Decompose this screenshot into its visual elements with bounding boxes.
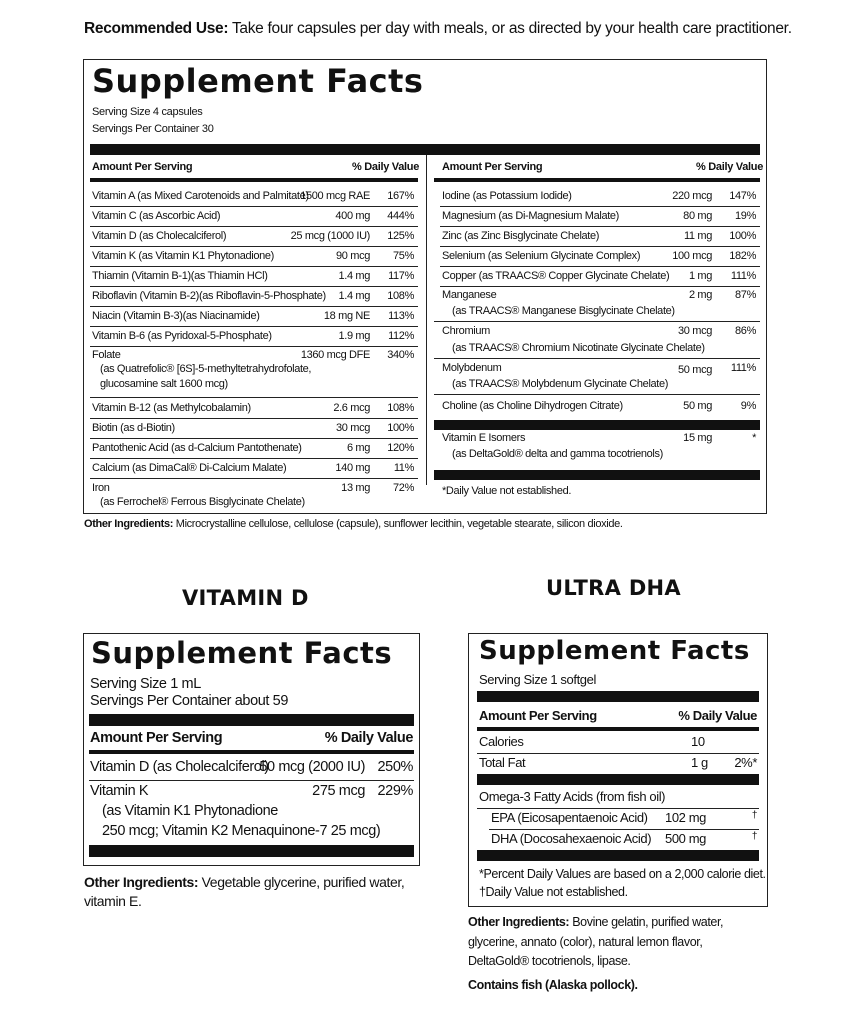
row-divider bbox=[89, 780, 414, 781]
row-divider bbox=[90, 266, 418, 267]
medium-rule bbox=[477, 727, 759, 731]
total-fat-dv: 2%* bbox=[734, 755, 757, 770]
nutrient-row bbox=[92, 230, 418, 242]
column-divider bbox=[426, 155, 427, 485]
nutrient-row-chromium bbox=[442, 325, 760, 337]
nutrient-dv: 111% bbox=[730, 362, 756, 374]
row-divider bbox=[440, 226, 760, 227]
row-divider bbox=[90, 306, 418, 307]
nutrient-row bbox=[92, 422, 418, 434]
row-divider bbox=[434, 321, 760, 322]
nutrient-sub: 250 mcg; Vitamin K2 Menaquinone-7 25 mcg) bbox=[102, 823, 381, 839]
panel-title: Supplement Facts bbox=[91, 636, 393, 670]
row-divider bbox=[434, 358, 760, 359]
nutrient-row bbox=[92, 442, 418, 454]
nutrient-name: Copper (as TRAACS® Copper Glycinate Chelate) bbox=[442, 270, 670, 282]
nutrient-name: Vitamin E Isomers bbox=[442, 432, 526, 444]
nutrient-name: Vitamin A (as Mixed Carotenoids and Palmitate) bbox=[92, 190, 309, 202]
nutrient-amount: 1 mg bbox=[688, 270, 712, 282]
nutrient-amount: 15 mg bbox=[683, 432, 712, 444]
row-divider bbox=[434, 394, 760, 395]
nutrient-name: Chromium bbox=[442, 325, 490, 337]
nutrient-sub: (as Vitamin K1 Phytonadione bbox=[102, 803, 278, 819]
nutrient-name: Vitamin K bbox=[90, 783, 149, 799]
row-divider bbox=[90, 418, 418, 419]
nutrient-row bbox=[92, 210, 418, 222]
row-divider bbox=[90, 226, 418, 227]
vitamin-d-other-ingredients bbox=[84, 873, 404, 911]
nutrient-dv: 182% bbox=[729, 250, 756, 262]
nutrient-dv: 72% bbox=[393, 482, 414, 494]
nutrient-dv: 100% bbox=[729, 230, 756, 242]
right-thick-rule-3 bbox=[434, 470, 760, 480]
vitamin-d-heading: VITAMIN D bbox=[182, 586, 309, 610]
nutrient-name: Zinc (as Zinc Bisglycinate Chelate) bbox=[442, 230, 600, 242]
other-ingredients-text: Vegetable glycerine, purified water, bbox=[198, 874, 405, 890]
panel-title: Supplement Facts bbox=[92, 62, 424, 100]
allergen-statement: Contains fish (Alaska pollock). bbox=[468, 977, 638, 992]
dha-amount: 500 mg bbox=[665, 831, 706, 846]
thick-rule bbox=[89, 714, 414, 726]
nutrient-dv: 250% bbox=[377, 759, 413, 775]
nutrient-amount: 30 mcg bbox=[336, 422, 370, 434]
left-medium-rule bbox=[90, 178, 418, 182]
nutrient-amount: 13 mg bbox=[341, 482, 370, 494]
nutrient-row-choline bbox=[442, 400, 760, 412]
nutrient-dv: 120% bbox=[387, 442, 414, 454]
nutrient-dv: 112% bbox=[388, 330, 414, 342]
ultra-dha-heading: ULTRA DHA bbox=[546, 576, 681, 600]
row-divider bbox=[440, 206, 760, 207]
total-fat-label: Total Fat bbox=[479, 755, 526, 770]
nutrient-dv: 108% bbox=[387, 290, 414, 302]
row-divider bbox=[90, 397, 418, 398]
nutrient-sub-iron: (as Ferrochel® Ferrous Bisglycinate Chelate) bbox=[100, 496, 305, 508]
nutrient-sub-molybdenum: (as TRAACS® Molybdenum Glycinate Chelate) bbox=[452, 378, 669, 390]
thick-rule bbox=[90, 144, 760, 155]
bottom-thick-rule bbox=[477, 850, 759, 861]
row-divider bbox=[489, 829, 759, 830]
nutrient-row bbox=[442, 210, 760, 222]
left-header-amount: Amount Per Serving bbox=[92, 161, 193, 173]
other-ingredients-label: Other Ingredients: bbox=[468, 915, 570, 929]
nutrient-name: Manganese bbox=[442, 289, 497, 301]
other-ingredients-text: Microcrystalline cellulose, cellulose (capsule), sunflower lecithin, vegetable stearate, silicon dioxide. bbox=[173, 518, 623, 530]
nutrient-row bbox=[92, 250, 418, 262]
right-header-amount: Amount Per Serving bbox=[442, 161, 543, 173]
right-medium-rule bbox=[434, 178, 760, 182]
nutrient-row bbox=[92, 402, 418, 414]
nutrient-row bbox=[92, 190, 418, 202]
header-dv: % Daily Value bbox=[678, 708, 757, 723]
nutrient-dv: 108% bbox=[387, 402, 414, 414]
nutrient-name: Iodine (as Potassium Iodide) bbox=[442, 190, 572, 202]
medium-rule-2 bbox=[477, 774, 759, 785]
nutrient-dv: 125% bbox=[387, 230, 414, 242]
calories-amount: 10 bbox=[691, 734, 705, 749]
nutrient-dv: 167% bbox=[387, 190, 414, 202]
nutrient-row bbox=[442, 270, 760, 282]
nutrient-amount: 30 mcg bbox=[678, 325, 712, 337]
right-thick-rule-2 bbox=[434, 420, 760, 430]
vitamin-d-panel bbox=[83, 633, 420, 866]
nutrient-row-iron bbox=[92, 482, 418, 494]
nutrient-sub-folate-2: glucosamine salt 1600 mcg) bbox=[100, 378, 228, 390]
recommended-use-text: Take four capsules per day with meals, or as directed by your health care practitioner. bbox=[228, 20, 792, 37]
nutrient-amount: 18 mg NE bbox=[323, 310, 370, 322]
nutrient-amount: 1.9 mg bbox=[338, 330, 370, 342]
nutrient-name: Vitamin D (as Cholecalciferol) bbox=[90, 759, 269, 775]
row-divider bbox=[90, 478, 418, 479]
nutrient-amount: 140 mg bbox=[335, 462, 370, 474]
nutrient-name: Molybdenum bbox=[442, 362, 502, 374]
nutrient-dv: 340% bbox=[387, 349, 414, 361]
thick-rule bbox=[477, 691, 759, 702]
nutrient-row-folate bbox=[92, 349, 418, 361]
epa-label: EPA (Eicosapentaenoic Acid) bbox=[491, 810, 648, 825]
nutrient-dv: 111% bbox=[730, 270, 756, 282]
nutrient-amount: 90 mcg bbox=[336, 250, 370, 262]
footnote-2: †Daily Value not established. bbox=[479, 885, 628, 899]
nutrient-dv: 117% bbox=[388, 270, 414, 282]
epa-amount: 102 mg bbox=[665, 810, 706, 825]
nutrient-name: Niacin (Vitamin B-3)(as Niacinamide) bbox=[92, 310, 260, 322]
nutrient-dv: 75% bbox=[393, 250, 414, 262]
serving-size: Serving Size 1 mL bbox=[90, 676, 201, 692]
serving-size: Serving Size 4 capsules bbox=[92, 106, 203, 118]
row-divider bbox=[90, 246, 418, 247]
medium-rule bbox=[89, 750, 414, 754]
nutrient-dv: 147% bbox=[729, 190, 756, 202]
nutrient-dv: 19% bbox=[735, 210, 756, 222]
nutrient-dv: 229% bbox=[377, 783, 413, 799]
nutrient-dv: 86% bbox=[735, 325, 756, 337]
nutrient-name: Selenium (as Selenium Glycinate Complex) bbox=[442, 250, 641, 262]
nutrient-name: Vitamin C (as Ascorbic Acid) bbox=[92, 210, 221, 222]
nutrient-amount: 50 mcg (2000 IU) bbox=[259, 759, 365, 775]
panel-title: Supplement Facts bbox=[479, 636, 750, 666]
nutrient-name: Magnesium (as Di-Magnesium Malate) bbox=[442, 210, 619, 222]
nutrient-row bbox=[92, 270, 418, 282]
nutrient-amount: 2 mg bbox=[688, 289, 712, 301]
nutrient-name: Vitamin B-12 (as Methylcobalamin) bbox=[92, 402, 251, 414]
row-divider bbox=[90, 286, 418, 287]
header-amount: Amount Per Serving bbox=[479, 708, 597, 723]
calories-label: Calories bbox=[479, 734, 524, 749]
header-amount: Amount Per Serving bbox=[90, 730, 223, 746]
nutrient-name: Biotin (as d-Biotin) bbox=[92, 422, 175, 434]
nutrient-dv: 9% bbox=[740, 400, 756, 412]
nutrient-amount: 1.4 mg bbox=[338, 270, 370, 282]
nutrient-row bbox=[442, 230, 760, 242]
recommended-use bbox=[84, 20, 792, 38]
nutrient-sub-manganese: (as TRAACS® Manganese Bisglycinate Chelate) bbox=[452, 305, 675, 317]
ultra-dha-panel bbox=[468, 633, 768, 907]
row-divider bbox=[477, 808, 759, 809]
nutrient-row bbox=[92, 290, 418, 302]
bottom-thick-rule bbox=[89, 845, 414, 857]
left-header-dv: % Daily Value bbox=[352, 161, 420, 173]
header-dv: % Daily Value bbox=[324, 730, 413, 746]
other-ingredients-text-2: vitamin E. bbox=[84, 893, 142, 909]
nutrient-name: Vitamin D (as Cholecalciferol) bbox=[92, 230, 227, 242]
nutrient-name: Thiamin (Vitamin B-1)(as Thiamin HCl) bbox=[92, 270, 268, 282]
nutrient-row bbox=[92, 462, 418, 474]
main-supplement-panel bbox=[83, 59, 767, 514]
nutrient-name: Folate bbox=[92, 349, 121, 361]
nutrient-dv: 11% bbox=[393, 462, 414, 474]
recommended-use-label: Recommended Use: bbox=[84, 20, 229, 37]
footnote-1: *Percent Daily Values are based on a 2,000 calorie diet. bbox=[479, 867, 766, 881]
other-ingredients-text-3: DeltaGold® tocotrienols, lipase. bbox=[468, 954, 631, 968]
main-other-ingredients bbox=[84, 518, 623, 530]
nutrient-amount: 275 mcg bbox=[312, 783, 365, 799]
nutrient-name: Iron bbox=[92, 482, 110, 494]
nutrient-amount: 1500 mcg RAE bbox=[300, 190, 370, 202]
dha-label: DHA (Docosahexaenoic Acid) bbox=[491, 831, 652, 846]
serving-size: Serving Size 1 softgel bbox=[479, 672, 596, 687]
nutrient-dv: 113% bbox=[388, 310, 414, 322]
nutrient-amount: 1360 mcg DFE bbox=[300, 349, 370, 361]
footnote: *Daily Value not established. bbox=[442, 485, 572, 497]
nutrient-amount: 1.4 mg bbox=[338, 290, 370, 302]
nutrient-sub-vitamin-e: (as DeltaGold® delta and gamma tocotrienols) bbox=[452, 448, 663, 460]
nutrient-name: Choline (as Choline Dihydrogen Citrate) bbox=[442, 400, 623, 412]
nutrient-amount: 80 mg bbox=[683, 210, 712, 222]
nutrient-row bbox=[442, 250, 760, 262]
row-divider bbox=[440, 286, 760, 287]
row-divider bbox=[90, 326, 418, 327]
nutrient-sub-folate-1: (as Quatrefolic® [6S]-5-methyltetrahydrofolate, bbox=[100, 363, 312, 375]
other-ingredients-label: Other Ingredients: bbox=[84, 518, 174, 530]
nutrient-amount: 400 mg bbox=[335, 210, 370, 222]
nutrient-row bbox=[442, 190, 760, 202]
nutrient-name: Pantothenic Acid (as d-Calcium Pantothenate) bbox=[92, 442, 302, 454]
row-divider bbox=[90, 458, 418, 459]
servings-per-container: Servings Per Container about 59 bbox=[90, 693, 288, 709]
nutrient-amount: 220 mcg bbox=[672, 190, 712, 202]
dha-dv: † bbox=[751, 831, 757, 842]
right-header-dv: % Daily Value bbox=[696, 161, 764, 173]
nutrient-amount: 50 mg bbox=[683, 400, 712, 412]
nutrient-amount: 25 mcg (1000 IU) bbox=[290, 230, 370, 242]
other-ingredients-text: Bovine gelatin, purified water, bbox=[569, 915, 724, 929]
row-divider bbox=[90, 438, 418, 439]
other-ingredients-text-2: glycerine, annato (color), natural lemon flavor, bbox=[468, 934, 703, 949]
total-fat-amount: 1 g bbox=[691, 755, 708, 770]
nutrient-amount: 6 mg bbox=[346, 442, 370, 454]
nutrient-amount: 50 mcg bbox=[678, 364, 712, 376]
nutrient-name: Vitamin B-6 (as Pyridoxal-5-Phosphate) bbox=[92, 330, 272, 342]
nutrient-row-molybdenum bbox=[442, 362, 760, 374]
nutrient-amount: 2.6 mcg bbox=[333, 402, 370, 414]
row-divider bbox=[90, 346, 418, 347]
nutrient-dv: 444% bbox=[387, 210, 414, 222]
row-divider bbox=[477, 753, 759, 754]
nutrient-name: Vitamin K (as Vitamin K1 Phytonadione) bbox=[92, 250, 274, 262]
omega-3-label: Omega-3 Fatty Acids (from fish oil) bbox=[479, 789, 666, 804]
row-divider bbox=[440, 246, 760, 247]
nutrient-row bbox=[92, 310, 418, 322]
nutrient-name: Riboflavin (Vitamin B-2)(as Riboflavin-5-Phosphate) bbox=[92, 290, 326, 302]
nutrient-row-manganese bbox=[442, 289, 760, 301]
nutrient-dv: 87% bbox=[735, 289, 756, 301]
nutrient-amount: 11 mg bbox=[683, 230, 712, 242]
nutrient-row bbox=[92, 330, 418, 342]
row-divider bbox=[90, 206, 418, 207]
nutrient-amount: 100 mcg bbox=[672, 250, 712, 262]
nutrient-dv: 100% bbox=[387, 422, 414, 434]
nutrient-row-vitamin-e bbox=[442, 432, 760, 444]
ultra-dha-other-ingredients bbox=[468, 913, 723, 995]
other-ingredients-label: Other Ingredients: bbox=[84, 874, 199, 890]
nutrient-dv: * bbox=[752, 432, 756, 444]
row-divider bbox=[440, 266, 760, 267]
nutrient-sub-chromium: (as TRAACS® Chromium Nicotinate Glycinate Chelate) bbox=[452, 342, 705, 354]
epa-dv: † bbox=[751, 810, 757, 821]
nutrient-name: Calcium (as DimaCal® Di-Calcium Malate) bbox=[92, 462, 287, 474]
servings-per-container: Servings Per Container 30 bbox=[92, 123, 214, 135]
